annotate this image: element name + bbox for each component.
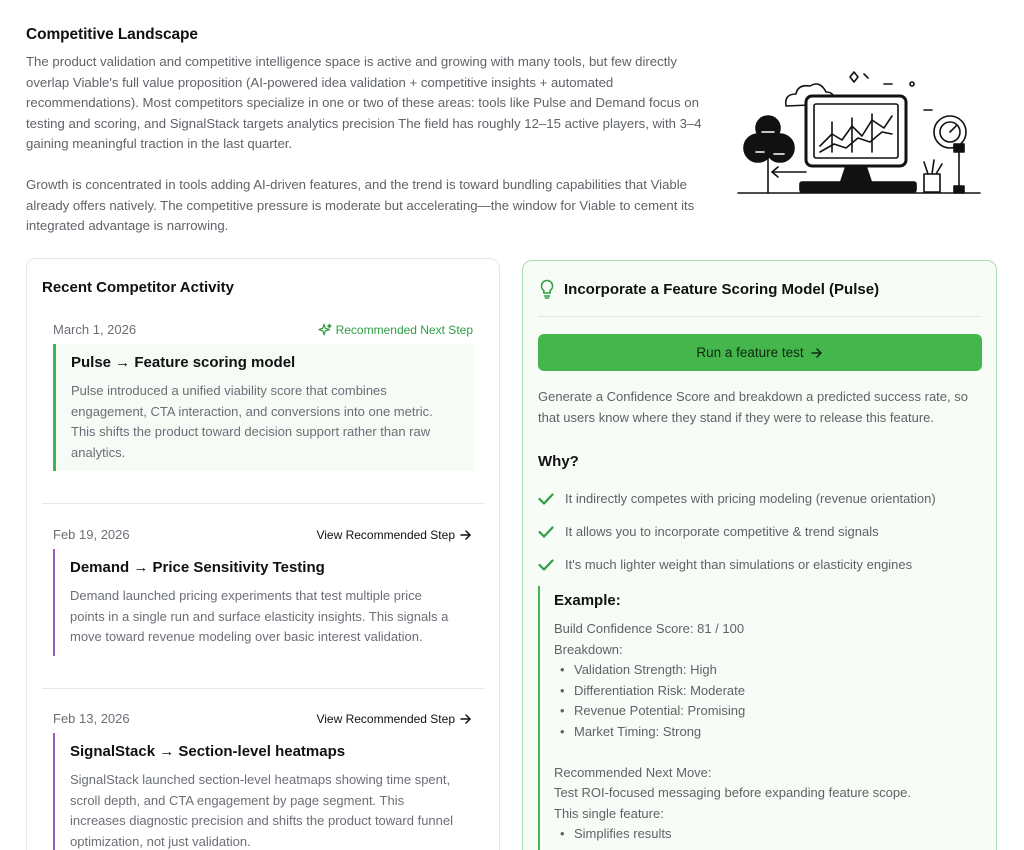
recommendation-card bbox=[522, 260, 997, 850]
activity-date: Feb 19, 2026 bbox=[53, 527, 130, 542]
checkmark-icon bbox=[538, 493, 554, 505]
activity-date: March 1, 2026 bbox=[53, 322, 137, 337]
next-move-text: Test ROI-focused messaging before expanding feature scope. bbox=[554, 785, 911, 800]
competitor-activity-card bbox=[26, 258, 500, 850]
activity-item bbox=[42, 711, 485, 850]
landscape-paragraph-2: Growth is concentrated in tools adding AI-driven features, and the trend is toward bundling capabilities that Viable already offers natively. The competitive pressure is moderate but accelerating—the window for Viable to cement its integrated advantage is narrowing. bbox=[26, 177, 695, 233]
list-item: • Validation Strength: High bbox=[560, 662, 717, 677]
link-label: Recommended Next Step bbox=[335, 323, 473, 337]
link-label: View Recommended Step bbox=[316, 528, 455, 542]
view-recommended-step-link[interactable] bbox=[316, 712, 473, 726]
recommendation-title: Incorporate a Feature Scoring Model (Pulse) bbox=[564, 280, 880, 298]
divider bbox=[538, 316, 981, 317]
list-item: • Market Timing: Strong bbox=[560, 723, 702, 739]
activity-body bbox=[53, 733, 474, 850]
lightbulb-icon bbox=[539, 279, 555, 299]
activity-item bbox=[42, 527, 485, 677]
competitive-landscape-section bbox=[26, 26, 706, 237]
why-heading: Why? bbox=[538, 453, 579, 470]
activity-date: Feb 13, 2026 bbox=[53, 711, 130, 726]
breakdown-list bbox=[554, 660, 978, 742]
computer-analytics-illustration-icon bbox=[734, 62, 984, 202]
activity-title: SignalStack → Section-level heatmaps bbox=[70, 743, 346, 760]
recommendation-header bbox=[539, 279, 879, 299]
list-item: • Differentiation Risk: Moderate bbox=[560, 682, 746, 698]
checkmark-icon bbox=[538, 559, 554, 571]
activity-item bbox=[42, 322, 485, 482]
checkmark-icon bbox=[538, 526, 554, 538]
why-item bbox=[538, 515, 936, 548]
activity-title: Demand → Price Sensitivity Testing bbox=[70, 559, 325, 576]
single-feature-label: This single feature: bbox=[554, 805, 664, 821]
why-item-text: It allows you to incorporate competitive & trend signals bbox=[565, 524, 879, 539]
why-item-text: It indirectly competes with pricing modeling (revenue orientation) bbox=[565, 491, 936, 506]
activity-title: Pulse → Feature scoring model bbox=[71, 354, 296, 371]
recommendation-description: Generate a Confidence Score and breakdown a predicted success rate, so that users know where they stand if they were to release this feature. bbox=[538, 389, 968, 425]
activity-body bbox=[53, 549, 474, 656]
why-item-text: It's much lighter weight than simulations or elasticity engines bbox=[565, 557, 913, 572]
divider bbox=[42, 503, 485, 504]
activity-text: SignalStack launched section-level heatmaps showing time spent, scroll depth, and CTA engagement by page segment. This increases diagnostic precision and shifts the product toward funnel optimization, not just validation. bbox=[70, 772, 453, 849]
example-title: Example: bbox=[554, 592, 621, 609]
activity-text: Pulse introduced a unified viability score that combines engagement, CTA interaction, and conversions into one metric. This shifts the product toward decision support rather than raw analytics. bbox=[71, 383, 433, 460]
why-item bbox=[538, 548, 936, 581]
breakdown-label: Breakdown: bbox=[554, 641, 623, 657]
why-item bbox=[538, 482, 936, 515]
single-feature-list bbox=[554, 824, 978, 845]
confidence-score-line: Build Confidence Score: 81 / 100 bbox=[554, 621, 745, 636]
card-title: Recent Competitor Activity bbox=[42, 279, 234, 296]
view-recommended-step-link[interactable] bbox=[316, 528, 473, 542]
divider bbox=[42, 688, 485, 689]
run-feature-test-button[interactable] bbox=[538, 334, 982, 371]
button-label: Run a feature test bbox=[696, 345, 804, 360]
list-item: • Revenue Potential: Promising bbox=[560, 703, 746, 718]
why-list bbox=[538, 482, 936, 581]
list-item: • Simplifies results bbox=[560, 826, 672, 841]
recommended-next-step-link[interactable] bbox=[318, 323, 473, 337]
arrow-right-icon bbox=[459, 713, 473, 725]
activity-body bbox=[53, 344, 474, 471]
section-title: Competitive Landscape bbox=[26, 26, 198, 43]
link-label: View Recommended Step bbox=[316, 712, 455, 726]
sparkle-icon bbox=[318, 323, 332, 337]
example-block bbox=[538, 586, 978, 850]
next-move-label: Recommended Next Move: bbox=[554, 764, 712, 780]
landscape-paragraph-1: The product validation and competitive intelligence space is active and growing with many tools, but few directly overlap Viable's full value proposition (AI-powered idea validation + competitive insights + automated recommendations). Most competitors specialize in one or two of these areas: tools like Pulse and Demand focus on testing and scoring, and SignalStack targets analytics precision The field has roughly 12–15 active players, with 3–4 gaining meaningful traction in the last quarter. bbox=[26, 54, 702, 151]
arrow-right-icon bbox=[459, 529, 473, 541]
arrow-right-icon bbox=[810, 347, 824, 359]
activity-text: Demand launched pricing experiments that test multiple price points in a single run and surface elasticity insights. This signals a move toward revenue modeling over basic interest validation. bbox=[70, 588, 449, 644]
